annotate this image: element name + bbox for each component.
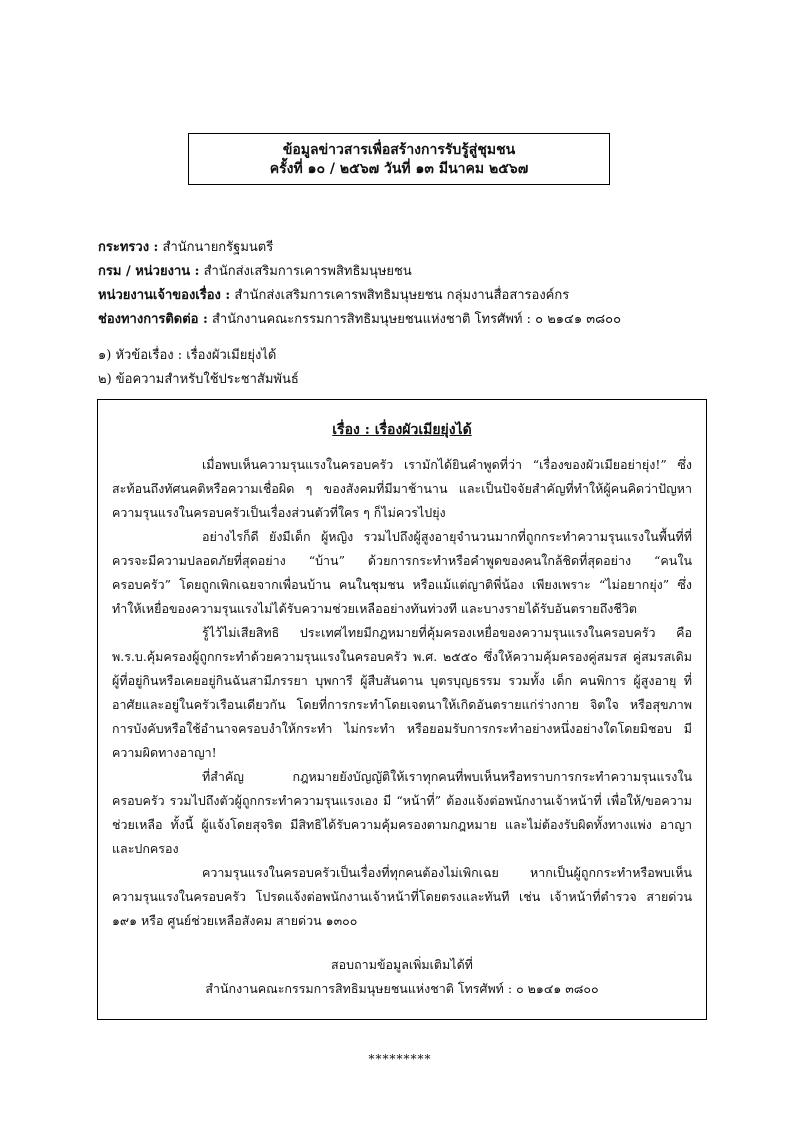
announcement-title: เรื่อง : เรื่องผัวเมียยุ่งได้ — [332, 422, 472, 438]
metadata-block — [98, 236, 738, 332]
department-value: สำนักส่งเสริมการเคารพสิทธิมนุษยชน — [203, 264, 412, 279]
paragraph-5: ความรุนแรงในครอบครัวเป็นเรื่องที่ทุกคนต้องไม่เพิกเฉย หากเป็นผู้ถูกกระทำหรือพบเห็นความรุนแรงในครอบครัว โปรดแจ้งต่อพนักงานเจ้าหน้าที่โดยตรงและทันที เช่น เจ้าหน้าที่ตำรวจ สายด่วน ๑๙๑ หรือ ศูนย์ช่วยเหลือสังคม สายด่วน ๑๓๐๐ — [112, 865, 692, 928]
contact-line-1: สอบถามข้อมูลเพิ่มเติมได้ที่ — [331, 957, 473, 972]
contact-value: สำนักงานคณะกรรมการสิทธิมนุษยชนแห่งชาติ โทรศัพท์ : ๐ ๒๑๔๑ ๓๘๐๐ — [211, 312, 622, 327]
department-label: กรม / หน่วยงาน : — [98, 264, 200, 279]
contact-row — [98, 308, 738, 332]
end-marker: ********* — [368, 1052, 432, 1066]
paragraph-1: เมื่อพบเห็นความรุนแรงในครอบครัว เรามักได้ยินคำพูดที่ว่า “เรื่องของผัวเมียอย่ายุ่ง!” ซึ่งสะท้อนถึงทัศนคติหรือความเชื่อผิด ๆ ของสังคมที่มีมาช้านาน และเป็นปัจจัยสำคัญที่ทำให้ผู้คนคิดว่าปัญหาความรุนแรงในครอบครัวเป็นเรื่องส่วนตัวที่ใคร ๆ ก็ไม่ควรไปยุ่ง — [112, 457, 692, 520]
announcement-box — [97, 399, 707, 1020]
ministry-label: กระทรวง : — [98, 240, 159, 255]
issue-date: ครั้งที่ ๑๐ / ๒๕๖๗ วันที่ ๑๓ มีนาคม ๒๕๖๗ — [269, 161, 529, 177]
paragraph-3: รู้ไว้ไม่เสียสิทธิ ประเทศไทยมีกฎหมายที่คุ้มครองเหยื่อของความรุนแรงในครอบครัว คือ พ.ร.บ.คุ้มครองผู้ถูกกระทำด้วยความรุนแรงในครอบครัว พ.ศ. ๒๕๕๐ ซึ่งให้ความคุ้มครองคู่สมรส คู่สมรสเดิม ผู้ที่อยู่กินหรือเคยอยู่กินฉันสามีภรรยา บุพการี ผู้สืบสันดาน บุตรบุญธรรม รวมทั้ง เด็ก คนพิการ ผู้สูงอายุ ที่อาศัยและอยู่ในครัวเรือนเดียวกัน โดยที่การกระทำโดยเจตนาให้เกิดอันตรายแก่ร่างกาย จิตใจ หรือสุขภาพ การบังคับหรือใช้อำนาจครอบงำให้กระทำ ไม่กระทำ หรือยอมรับการกระทำอย่างหนึ่งอย่างใดโดยมิชอบ มีความผิดทางอาญา! — [112, 625, 692, 760]
owner-label: หน่วยงานเจ้าของเรื่อง : — [98, 288, 231, 303]
ministry-value: สำนักนายกรัฐมนตรี — [162, 240, 274, 255]
paragraph-4: ที่สำคัญ กฎหมายยังบัญญัติให้เราทุกคนที่พบเห็นหรือทราบการกระทำความรุนแรงในครอบครัว รวมไปถึงตัวผู้ถูกกระทำความรุนแรงเอง มี “หน้าที่” ต้องแจ้งต่อพนักงานเจ้าหน้าที่ เพื่อให้/ขอความช่วยเหลือ ทั้งนี้ ผู้แจ้งโดยสุจริต มีสิทธิได้รับความคุ้มครองตามกฎหมาย และไม่ต้องรับผิดทั้งทางแพ่ง อาญา และปกครอง — [112, 769, 692, 856]
contact-info — [112, 953, 692, 1001]
topic-item-1: ๑) หัวข้อเรื่อง : เรื่องผัวเมียยุ่งได้ — [98, 348, 277, 363]
document-header — [188, 133, 610, 185]
owner-value: สำนักส่งเสริมการเคารพสิทธิมนุษยชน กลุ่มงานสื่อสารองค์กร — [234, 288, 570, 303]
contact-line-2: สำนักงานคณะกรรมการสิทธิมนุษยชนแห่งชาติ โทรศัพท์ : ๐ ๒๑๔๑ ๓๘๐๐ — [205, 981, 599, 996]
topic-list — [98, 344, 738, 392]
ministry-row — [98, 236, 738, 260]
owner-row — [98, 284, 738, 308]
contact-label: ช่องทางการติดต่อ : — [98, 312, 208, 327]
department-row — [98, 260, 738, 284]
paragraph-2: อย่างไรก็ดี ยังมีเด็ก ผู้หญิง รวมไปถึงผู้สูงอายุจำนวนมากที่ถูกกระทำความรุนแรงในพื้นที่ที่ควรจะมีความปลอดภัยที่สุดอย่าง “บ้าน” ด้วยการกระทำหรือคำพูดของคนใกล้ชิดที่สุดอย่าง “คนในครอบครัว” โดยถูกเพิกเฉยจากเพื่อนบ้าน คนในชุมชน หรือแม้แต่ญาติพี่น้อง เพียงเพราะ “ไม่อยากยุ่ง” ซึ่งทำให้เหยื่อของความรุนแรงไม่ได้รับความช่วยเหลืออย่างทันท่วงที และบางรายได้รับอันตรายถึงชีวิต — [112, 529, 692, 616]
document-title: ข้อมูลข่าวสารเพื่อสร้างการรับรู้สู่ชุมชน — [282, 142, 516, 158]
topic-item-2: ๒) ข้อความสำหรับใช้ประชาสัมพันธ์ — [98, 372, 299, 387]
